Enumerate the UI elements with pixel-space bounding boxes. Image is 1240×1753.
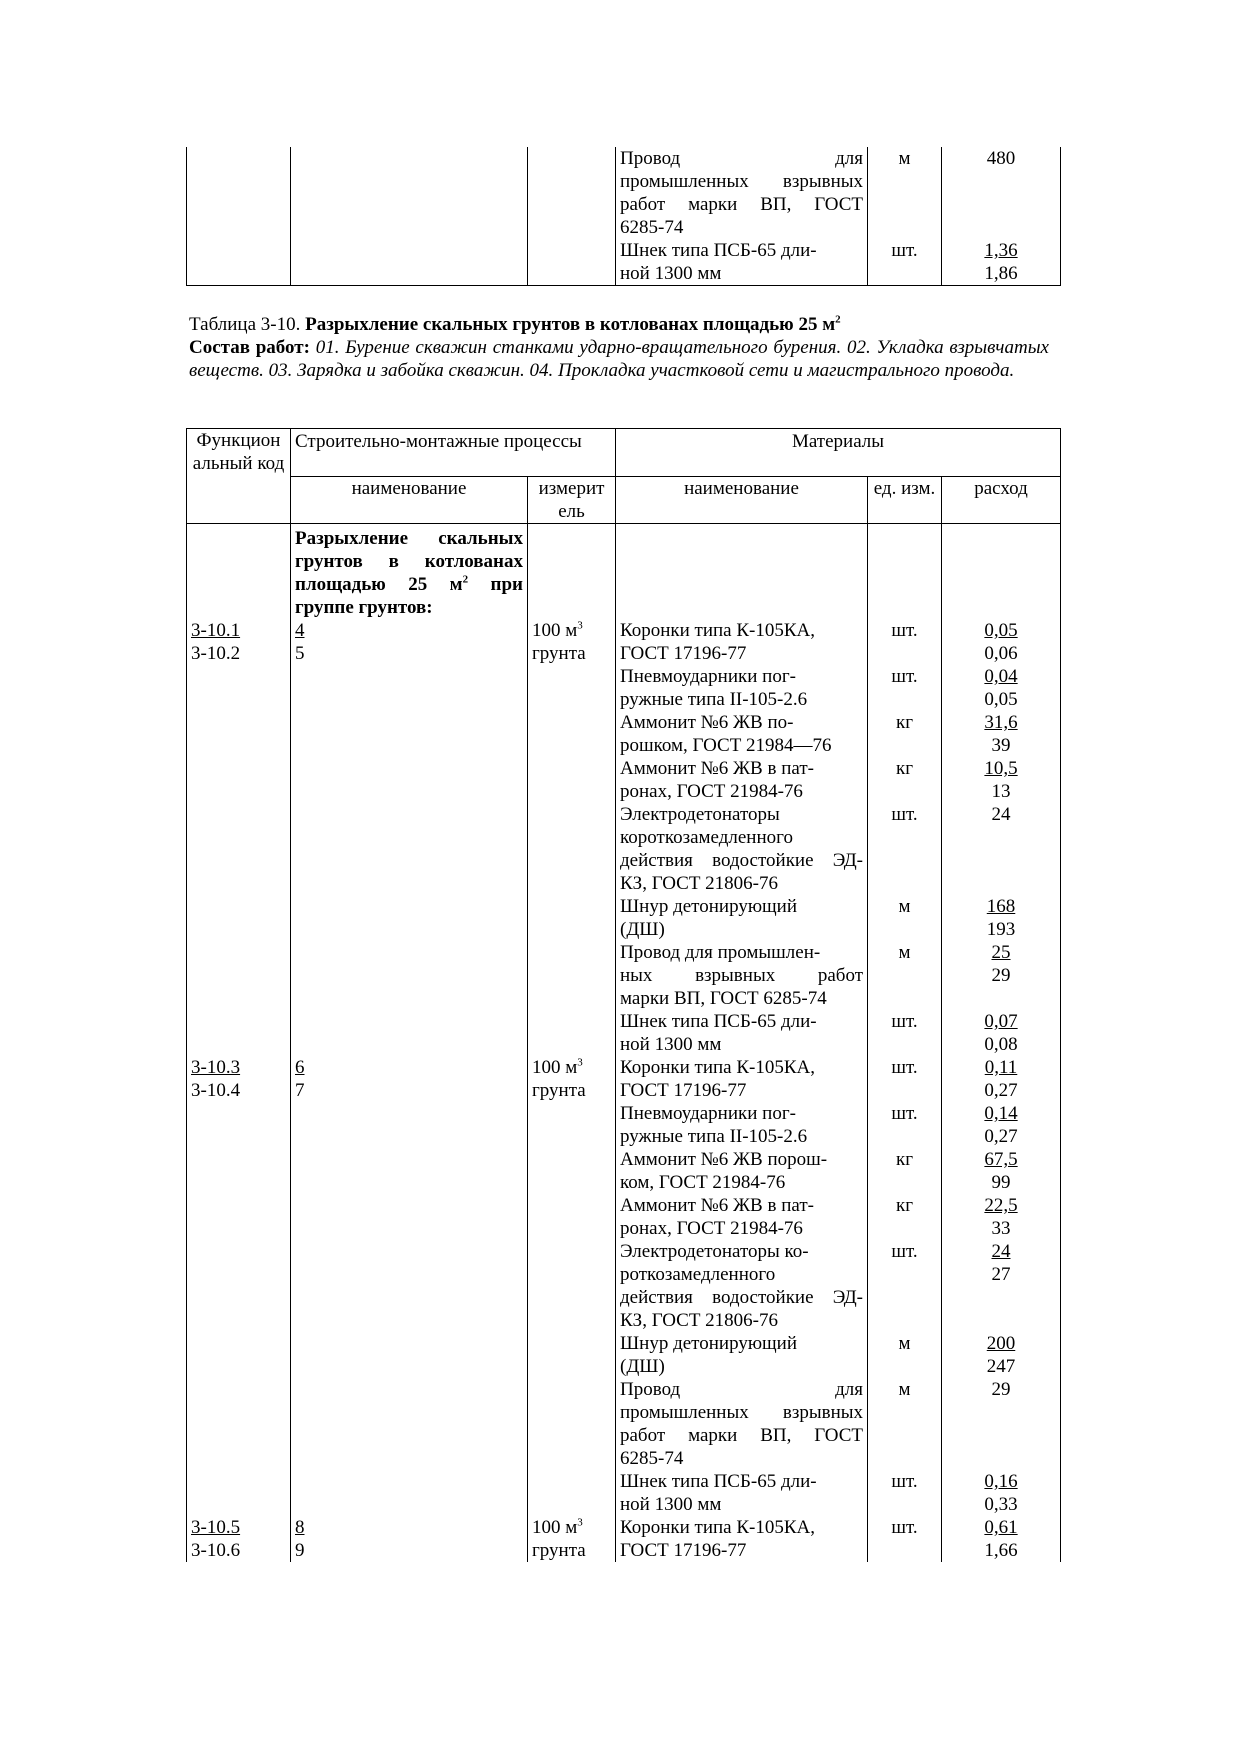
group-1-item-2-material-unit: кг	[868, 1148, 942, 1194]
group-1-item-5-group-cell	[291, 1332, 528, 1378]
group-2-item-0-meter-cell	[528, 1516, 616, 1562]
group-0-item-2-meter-cell	[528, 711, 616, 757]
group-1-item-0-material-name	[616, 1056, 868, 1102]
group-0-item-1-meter-cell	[528, 665, 616, 711]
group-1-item-6-material-unit: м	[868, 1378, 942, 1470]
material-name-line: Пневмоударники пог-	[620, 666, 796, 687]
group-0-item-3-group-cell	[291, 757, 528, 803]
group-2-item-0-material-unit: шт.	[868, 1516, 942, 1562]
group-0-item-5-material-name	[616, 895, 868, 941]
group-1-item-5-material-unit: м	[868, 1332, 942, 1378]
group-1-item-6-meter-cell	[528, 1378, 616, 1470]
section-title-row	[187, 524, 1061, 620]
group-1-item-7-material-unit: шт.	[868, 1470, 942, 1516]
material-name-line: промышленных взрывных	[620, 1402, 863, 1423]
group-0-item-0-meter-cell	[528, 619, 616, 665]
top-1-meter-cell	[528, 239, 616, 286]
section-title-code-cell	[187, 524, 291, 620]
rate-value: 1,66	[984, 1540, 1018, 1561]
group-1-item-5-row	[187, 1332, 1061, 1378]
material-name-line: 6285-74	[620, 217, 684, 238]
group-1-item-7-meter-cell	[528, 1470, 616, 1516]
group-0-item-3-material-rate	[942, 757, 1061, 803]
rate-value: 0,27	[984, 1080, 1018, 1101]
group-0-item-5-material-unit: м	[868, 895, 942, 941]
top-0-material-unit: м	[868, 147, 942, 239]
material-name-line: 6285-74	[620, 1448, 684, 1469]
section-title-sup: 2	[462, 573, 469, 586]
group-1-item-0-meter-cell	[528, 1056, 616, 1102]
rate-value: 0,61	[984, 1517, 1018, 1538]
group-0-item-1-group-cell	[291, 665, 528, 711]
material-name-line: работ марки ВП, ГОСТ	[620, 1425, 863, 1446]
group-0-item-0-row	[187, 619, 1061, 665]
function-code: 3-10.5	[191, 1517, 241, 1538]
group-1-item-6-group-cell	[291, 1378, 528, 1470]
rate-value: 0,33	[984, 1494, 1018, 1515]
group-1-item-2-group-cell	[291, 1148, 528, 1194]
rate-value: 99	[991, 1172, 1011, 1193]
rate-value: 29	[991, 1379, 1011, 1400]
rate-value: 0,04	[984, 666, 1018, 687]
main-table	[186, 428, 1061, 1562]
top-1-material-rate	[942, 239, 1061, 286]
group-1-item-1-code-cell	[187, 1102, 291, 1148]
group-2-item-0-group-cell	[291, 1516, 528, 1562]
group-1-item-1-material-name	[616, 1102, 868, 1148]
group-0-item-6-code-cell	[187, 941, 291, 1010]
material-name-line: Провод для	[620, 148, 863, 169]
rate-value: 24	[991, 804, 1011, 825]
group-1-item-3-material-name	[616, 1194, 868, 1240]
group-1-item-0-code-cell	[187, 1056, 291, 1102]
meter-unit-text: 100 м	[532, 1057, 578, 1078]
group-0-item-4-row	[187, 803, 1061, 895]
group-1-item-4-material-rate	[942, 1240, 1061, 1332]
material-name-line: Пневмоударники пог-	[620, 1103, 796, 1124]
group-1-item-4-material-name	[616, 1240, 868, 1332]
group-1-item-6-row	[187, 1378, 1061, 1470]
material-name-line: роткозамедленного	[620, 1264, 776, 1285]
group-1-item-7-material-rate	[942, 1470, 1061, 1516]
function-code: 3-10.2	[191, 643, 241, 664]
group-0-item-7-material-rate	[942, 1010, 1061, 1056]
material-name-line: промышленных взрывных	[620, 171, 863, 192]
material-name-line: КЗ, ГОСТ 21806-76	[620, 1310, 779, 1331]
material-name-line: Провод для	[620, 1379, 863, 1400]
group-1-item-4-meter-cell	[528, 1240, 616, 1332]
soil-group: 4	[295, 620, 305, 641]
material-name-line: Провод для промышлен-	[620, 942, 821, 963]
group-1-item-2-material-name	[616, 1148, 868, 1194]
top-0-row	[187, 147, 1061, 239]
material-name-line: ГОСТ 17196-77	[620, 1080, 747, 1101]
header-row-2	[187, 477, 1061, 524]
group-0-item-1-row	[187, 665, 1061, 711]
material-name-line: ружные типа II-105-2.6	[620, 1126, 808, 1147]
top-0-code-cell	[187, 147, 291, 239]
group-0-item-0-material-name	[616, 619, 868, 665]
group-1-item-0-row	[187, 1056, 1061, 1102]
rate-value: 0,05	[984, 689, 1018, 710]
material-name-line: ГОСТ 17196-77	[620, 1540, 747, 1561]
group-0-item-6-row	[187, 941, 1061, 1010]
material-name-line: ной 1300 мм	[620, 1034, 722, 1055]
rate-value: 29	[991, 965, 1011, 986]
material-name-line: Коронки типа К-105КА,	[620, 1057, 816, 1078]
header-mat-unit: ед. изм.	[868, 477, 942, 524]
soil-group: 7	[295, 1080, 305, 1101]
group-0-item-3-row	[187, 757, 1061, 803]
meter-unit-line2: грунта	[532, 1080, 586, 1101]
material-name-line: ружные типа II-105-2.6	[620, 689, 808, 710]
group-2-item-0-material-name	[616, 1516, 868, 1562]
function-code: 3-10.4	[191, 1080, 241, 1101]
group-0-item-0-code-cell	[187, 619, 291, 665]
soil-group: 9	[295, 1540, 305, 1561]
group-0-item-4-meter-cell	[528, 803, 616, 895]
rate-value: 0,05	[984, 620, 1018, 641]
group-1-item-7-material-name	[616, 1470, 868, 1516]
rate-value: 247	[986, 1356, 1016, 1377]
group-1-item-3-material-rate	[942, 1194, 1061, 1240]
material-name-line: Аммонит №6 ЖВ в пат-	[620, 1195, 814, 1216]
group-0-item-3-code-cell	[187, 757, 291, 803]
material-name-line: Шнек типа ПСБ-65 дли-	[620, 240, 817, 261]
table-caption	[189, 313, 1049, 382]
rate-value: 0,11	[984, 1057, 1018, 1078]
header-code: Функцион альный код	[187, 429, 291, 524]
material-name-line: ной 1300 мм	[620, 1494, 722, 1515]
meter-unit-sup: 3	[577, 1056, 583, 1069]
material-name-line: ГОСТ 17196-77	[620, 643, 747, 664]
meter-unit	[532, 1056, 611, 1079]
group-0-item-6-material-unit: м	[868, 941, 942, 1010]
table-title: Таблица 3-10. Разрыхление скальных грунтов в котлованах площадью 25 $м^2$	[189, 313, 841, 335]
meter-unit	[532, 619, 611, 642]
top-1-code-cell	[187, 239, 291, 286]
meter-unit-sup: 3	[577, 1516, 583, 1529]
top-0-meter-cell	[528, 147, 616, 239]
group-0-item-4-material-rate	[942, 803, 1061, 895]
material-name-line: Электродетонаторы	[620, 804, 780, 825]
function-code: 3-10.6	[191, 1540, 241, 1561]
material-name-line: Аммонит №6 ЖВ по-	[620, 712, 794, 733]
group-1-item-2-code-cell	[187, 1148, 291, 1194]
material-name-line: Шнек типа ПСБ-65 дли-	[620, 1471, 817, 1492]
group-0-item-5-group-cell	[291, 895, 528, 941]
group-0-item-7-meter-cell	[528, 1010, 616, 1056]
rate-value: 27	[991, 1264, 1011, 1285]
rate-value: 0,27	[984, 1126, 1018, 1147]
section-title-empty-cell	[528, 524, 616, 620]
material-name-line: Аммонит №6 ЖВ в пат-	[620, 758, 814, 779]
rate-value: 10,5	[984, 758, 1018, 779]
meter-unit-text: 100 м	[532, 620, 578, 641]
rate-value: 39	[991, 735, 1011, 756]
soil-group: 5	[295, 643, 305, 664]
section-title-tail: при группе грунтов:	[295, 574, 523, 618]
material-name-line: (ДШ)	[620, 919, 665, 940]
rate-value: 168	[986, 896, 1016, 917]
top-1-row	[187, 239, 1061, 286]
material-name-line: (ДШ)	[620, 1356, 665, 1377]
group-1-item-7-code-cell	[187, 1470, 291, 1516]
header-processes: Строительно-монтажные процессы	[291, 429, 616, 477]
material-name-line: Аммонит №6 ЖВ порош-	[620, 1149, 828, 1170]
rate-value: 13	[991, 781, 1011, 802]
group-0-item-4-code-cell	[187, 803, 291, 895]
header-row-1	[187, 429, 1061, 477]
group-0-item-7-material-name	[616, 1010, 868, 1056]
group-0-item-1-material-unit: шт.	[868, 665, 942, 711]
meter-unit-sup: 3	[577, 619, 583, 632]
group-1-item-5-meter-cell	[528, 1332, 616, 1378]
group-1-item-1-meter-cell	[528, 1102, 616, 1148]
group-0-item-7-row	[187, 1010, 1061, 1056]
group-1-item-6-code-cell	[187, 1378, 291, 1470]
header-proc-name: наименование	[291, 477, 528, 524]
group-0-item-0-material-unit: шт.	[868, 619, 942, 665]
material-name-line: марки ВП, ГОСТ 6285-74	[620, 988, 827, 1009]
group-1-item-3-meter-cell	[528, 1194, 616, 1240]
top-1-material-name	[616, 239, 868, 286]
group-0-item-7-material-unit: шт.	[868, 1010, 942, 1056]
group-0-item-0-group-cell	[291, 619, 528, 665]
group-0-item-2-row	[187, 711, 1061, 757]
header-mat-rate: расход	[942, 477, 1061, 524]
material-name-line: ком, ГОСТ 21984-76	[620, 1172, 786, 1193]
group-1-item-1-material-rate	[942, 1102, 1061, 1148]
group-0-item-0-material-rate	[942, 619, 1061, 665]
rate-value: 24	[991, 1241, 1011, 1262]
group-0-item-1-code-cell	[187, 665, 291, 711]
material-name-line: Электродетонаторы ко-	[620, 1241, 809, 1262]
material-name-line: Коронки типа К-105КА,	[620, 1517, 816, 1538]
function-code: 3-10.3	[191, 1057, 241, 1078]
group-0-item-3-material-name	[616, 757, 868, 803]
group-1-item-4-code-cell	[187, 1240, 291, 1332]
group-1-item-5-code-cell	[187, 1332, 291, 1378]
group-0-item-5-code-cell	[187, 895, 291, 941]
meter-unit-line2: грунта	[532, 1540, 586, 1561]
group-0-item-3-meter-cell	[528, 757, 616, 803]
rate-value: 0,16	[984, 1471, 1018, 1492]
section-title-empty-cell	[868, 524, 942, 620]
meter-unit	[532, 1516, 611, 1539]
material-name-line: Шнур детонирующий	[620, 1333, 797, 1354]
top-1-group-cell	[291, 239, 528, 286]
group-1-item-0-material-rate	[942, 1056, 1061, 1102]
top-1-material-unit: шт.	[868, 239, 942, 286]
header-mat-name: наименование	[616, 477, 868, 524]
material-name-line: Шнек типа ПСБ-65 дли-	[620, 1011, 817, 1032]
group-1-item-0-material-unit: шт.	[868, 1056, 942, 1102]
group-1-item-3-code-cell	[187, 1194, 291, 1240]
rate-value: 0,08	[984, 1034, 1018, 1055]
group-1-item-2-material-rate	[942, 1148, 1061, 1194]
material-name-line: ронах, ГОСТ 21984-76	[620, 1218, 803, 1239]
group-1-item-6-material-rate	[942, 1378, 1061, 1470]
group-0-item-5-meter-cell	[528, 895, 616, 941]
group-1-item-4-group-cell	[291, 1240, 528, 1332]
material-name-line: работ марки ВП, ГОСТ	[620, 194, 863, 215]
group-1-item-2-row	[187, 1148, 1061, 1194]
meter-unit-line2: грунта	[532, 643, 586, 664]
material-name-line: Коронки типа К-105КА,	[620, 620, 816, 641]
continuation-table	[186, 147, 1061, 286]
rate-value: 200	[986, 1333, 1016, 1354]
group-1-item-1-row	[187, 1102, 1061, 1148]
material-name-line: ронах, ГОСТ 21984-76	[620, 781, 803, 802]
group-2-item-0-row	[187, 1516, 1061, 1562]
group-1-item-4-material-unit: шт.	[868, 1240, 942, 1332]
group-0-item-2-material-unit: кг	[868, 711, 942, 757]
rate-value: 22,5	[984, 1195, 1018, 1216]
group-1-item-7-group-cell	[291, 1470, 528, 1516]
group-0-item-7-code-cell	[187, 1010, 291, 1056]
section-title-empty-cell	[616, 524, 868, 620]
rate-value: 0,07	[984, 1011, 1018, 1032]
material-name-line: короткозамедленного	[620, 827, 793, 848]
rate-value: 193	[986, 919, 1016, 940]
group-0-item-2-code-cell	[187, 711, 291, 757]
group-2-item-0-material-rate	[942, 1516, 1061, 1562]
group-1-item-4-row	[187, 1240, 1061, 1332]
group-0-item-5-row	[187, 895, 1061, 941]
material-name-line: КЗ, ГОСТ 21806-76	[620, 873, 779, 894]
top-0-material-rate	[942, 147, 1061, 239]
material-name-line: рошком, ГОСТ 21984—76	[620, 735, 832, 756]
works-composition: Состав работ: 01. Бурение скважин станками ударно-вращательного бурения. 02. Укладка взрывчатых веществ. 03. Зарядка и забойка скважин. 04. Прокладка участковой сети и магистрального провода.	[189, 337, 1049, 381]
group-1-item-6-material-name	[616, 1378, 868, 1470]
group-1-item-5-material-rate	[942, 1332, 1061, 1378]
group-0-item-5-material-rate	[942, 895, 1061, 941]
header-proc-unit: измерит ель	[528, 477, 616, 524]
group-0-item-2-material-rate	[942, 711, 1061, 757]
group-0-item-4-material-unit: шт.	[868, 803, 942, 895]
group-1-item-2-meter-cell	[528, 1148, 616, 1194]
group-1-item-3-row	[187, 1194, 1061, 1240]
soil-group: 8	[295, 1517, 305, 1538]
group-0-item-6-material-name	[616, 941, 868, 1010]
material-name-line: действия водостойкие ЭД-	[620, 850, 863, 871]
material-name-line: действия водостойкие ЭД-	[620, 1287, 863, 1308]
group-0-item-4-material-name	[616, 803, 868, 895]
group-0-item-2-material-name	[616, 711, 868, 757]
rate-value: 67,5	[984, 1149, 1018, 1170]
group-1-item-0-group-cell	[291, 1056, 528, 1102]
group-0-item-6-meter-cell	[528, 941, 616, 1010]
rate-value: 0,06	[984, 643, 1018, 664]
group-0-item-3-material-unit: кг	[868, 757, 942, 803]
group-1-item-5-material-name	[616, 1332, 868, 1378]
top-0-group-cell	[291, 147, 528, 239]
group-0-item-1-material-rate	[942, 665, 1061, 711]
group-0-item-1-material-name	[616, 665, 868, 711]
rate-value: 1,86	[984, 263, 1018, 284]
rate-value: 31,6	[984, 712, 1018, 733]
group-2-item-0-code-cell	[187, 1516, 291, 1562]
rate-value: 25	[991, 942, 1011, 963]
top-0-material-name	[616, 147, 868, 239]
soil-group: 6	[295, 1057, 305, 1078]
group-1-item-3-group-cell	[291, 1194, 528, 1240]
function-code: 3-10.1	[191, 620, 241, 641]
group-0-item-7-group-cell	[291, 1010, 528, 1056]
group-0-item-4-group-cell	[291, 803, 528, 895]
rate-value: 0,14	[984, 1103, 1018, 1124]
section-title-empty-cell	[942, 524, 1061, 620]
material-name-line: ных взрывных работ	[620, 965, 863, 986]
rate-value: 33	[991, 1218, 1011, 1239]
group-1-item-3-material-unit: кг	[868, 1194, 942, 1240]
section-title-cell	[291, 524, 528, 620]
material-name-line: ной 1300 мм	[620, 263, 722, 284]
group-1-item-1-material-unit: шт.	[868, 1102, 942, 1148]
group-0-item-6-group-cell	[291, 941, 528, 1010]
group-1-item-1-group-cell	[291, 1102, 528, 1148]
meter-unit-text: 100 м	[532, 1517, 578, 1538]
header-materials: Материалы	[616, 429, 1061, 477]
rate-value: 1,36	[984, 240, 1018, 261]
group-0-item-6-material-rate	[942, 941, 1061, 1010]
group-1-item-7-row	[187, 1470, 1061, 1516]
material-name-line: Шнур детонирующий	[620, 896, 797, 917]
rate-value: 480	[986, 148, 1016, 169]
section-title: Разрыхление скальных грунтов в котлованах площадью 25 м	[295, 528, 523, 595]
group-0-item-2-group-cell	[291, 711, 528, 757]
